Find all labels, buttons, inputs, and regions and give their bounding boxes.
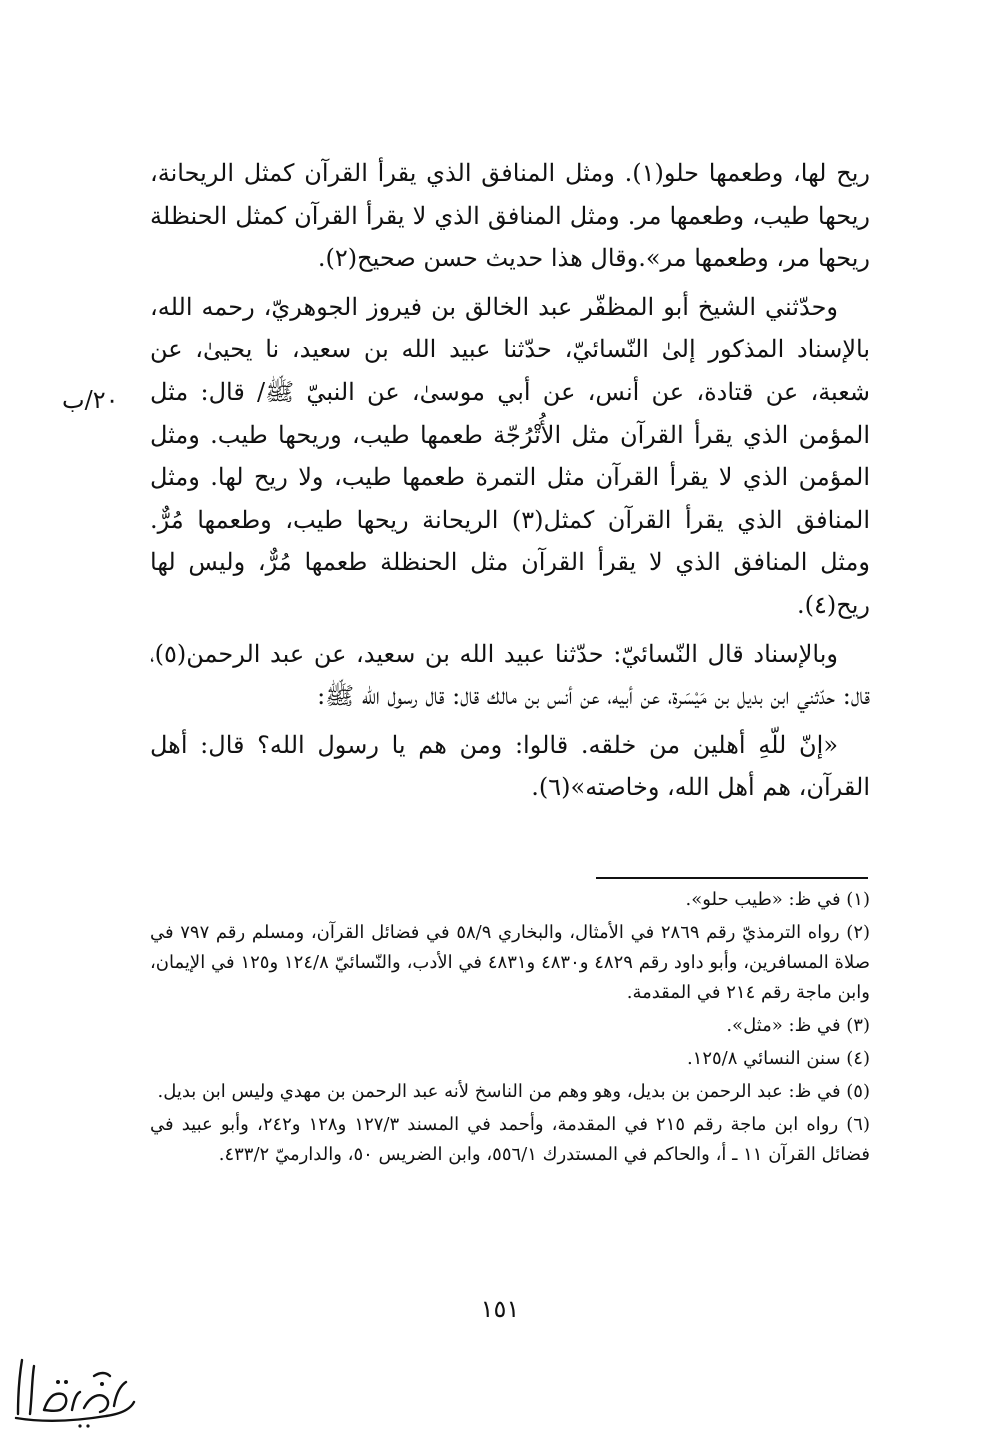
footnote-divider bbox=[596, 877, 868, 879]
page-number: ١٥١ bbox=[480, 1295, 520, 1323]
footnotes bbox=[150, 885, 870, 1170]
footnote-6: (٦) رواه ابن ماجة رقم ٢١٥ في المقدمة، وأحمد في المسند ١٢٧/٣ و١٢٨ و٢٤٢، وأبو عبيد في فضائل القرآن ١١ ـ أ، والحاكم في المستدرك ٥٥٦/١، وابن الضريس ٥٠، والدارميّ ٤٣٣/٢. bbox=[150, 1114, 870, 1165]
paragraph-4: «إنّ للّهِ أهلين من خلقه. قالوا: ومن هم يا رسول الله؟ قال: أهل القرآن، هم أهل الله، وخاصته»(٦). bbox=[150, 730, 870, 802]
footnote-2: (٢) رواه الترمذيّ رقم ٢٨٦٩ في الأمثال، والبخاري ٥٨/٩ في فضائل القرآن، ومسلم رقم ٧٩٧ في صلاة المسافرين، وأبو داود رقم ٤٨٢٩ و٤٨٣٠ و٤٨٣١ في الأدب، والنّسائيّ ١٢٤/٨ و١٢٥ في الإيمان، وابن ماجة رقم ٢١٤ في المقدمة. bbox=[150, 922, 871, 1003]
paragraph-1: ريح لها، وطعمها حلو(١). ومثل المنافق الذي يقرأ القرآن كمثل الريحانة، ريحها طيب، وطعمها مر. ومثل المنافق الذي لا يقرأ القرآن كمثل الحنظلة ريحها مر، وطعمها مر».وقال هذا حديث حسن صحيح(٢). bbox=[150, 159, 870, 273]
footnote-1: (١) في ظ: «طيب حلو». bbox=[685, 889, 870, 910]
calligraphy-logo-icon bbox=[10, 1352, 140, 1432]
paragraph-3: وبالإسناد قال النّسائيّ: حدّثنا عبيد الله بن سعيد، عن عبد الرحمن(٥)، قال: حدّثني ابن بديل بن مَيْسَرة، عن أبيه، عن أنس بن مالك قال: قال رسول الله ﷺ: bbox=[150, 639, 870, 711]
paragraph-2: وحدّثني الشيخ أبو المظفّر عبد الخالق بن فيروز الجوهريّ، رحمه الله، بالإسناد المذكور إلىٰ النّسائيّ، حدّثنا عبيد الله بن سعيد، نا يحيىٰ، عن شعبة، عن قتادة، عن أنس، عن أبي موسىٰ، عن النبيّ ﷺ/ قال: مثل المؤمن الذي يقرأ القرآن مثل الأُتْرُجّة طعمها طيب، وريحها طيب. ومثل المؤمن الذي لا يقرأ القرآن مثل التمرة طعمها طيب، ولا ريح لها. ومثل المنافق الذي يقرأ القرآن كمثل(٣) الريحانة ريحها طيب، وطعمها مُرٌّ. ومثل المنافق الذي لا يقرأ القرآن مثل الحنظلة طعمها مُرٌّ، وليس لها ريح(٤). bbox=[150, 292, 870, 619]
footnote-5: (٥) في ظ: عبد الرحمن بن بديل، وهو وهم من الناسخ لأنه عبد الرحمن بن مهدي وليس ابن بديل. bbox=[157, 1081, 870, 1102]
main-text bbox=[150, 152, 870, 809]
footnote-4: (٤) سنن النسائي ١٢٥/٨. bbox=[686, 1048, 870, 1069]
footnote-3: (٣) في ظ: «مثل». bbox=[726, 1015, 870, 1036]
manuscript-folio-marker: ٢٠/ب bbox=[62, 386, 119, 414]
